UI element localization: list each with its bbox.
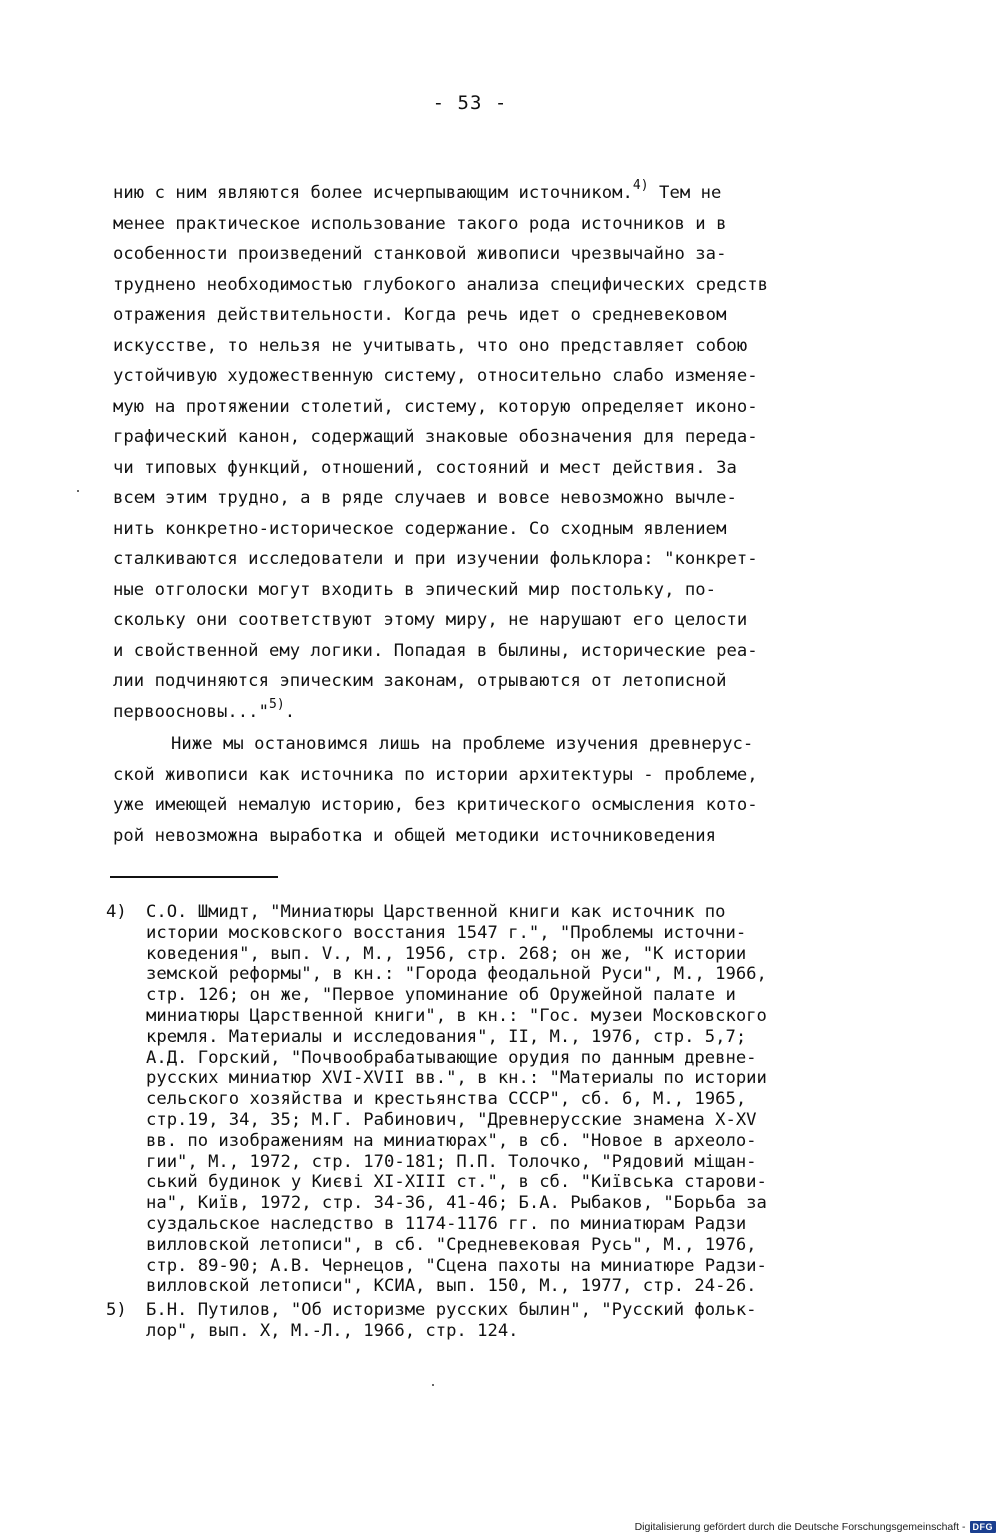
text-line-content: нию с ним являются более исчерпывающим источником. xyxy=(113,183,633,203)
text-line xyxy=(113,270,893,301)
text-line-content: чи типовых функций, отношений, состояний и мест действия. За xyxy=(113,457,737,478)
text-line: ской живописи как источника по истории архитектуры - проблеме, xyxy=(113,764,758,785)
footnote-line: коведения", вып. V., М., 1956, стр. 268; он же, "К истории xyxy=(146,943,747,964)
text-line xyxy=(113,239,893,270)
footnote-line: вилловской летописи", КСИА, вып. 150, М., 1977, стр. 24-26. xyxy=(146,1276,757,1297)
footnote-line: вилловской летописи", в сб. "Средневековая Русь", М., 1976, xyxy=(146,1234,757,1255)
footnote-line: А.Д. Горский, "Почвообрабатывающие орудия по данным древне- xyxy=(146,1047,757,1068)
footnote-reference: 4) xyxy=(632,178,649,193)
digitization-credit xyxy=(635,1521,996,1533)
text-line xyxy=(113,300,893,331)
footnote-number: 4) xyxy=(106,902,127,922)
text-line-content: лии подчиняются эпическим законам, отрываются от летописной xyxy=(113,671,727,691)
footnote-line: вв. по изображениям на миниатюрах", в сб. "Новое в археоло- xyxy=(146,1130,757,1151)
text-line-content: особенности произведений станковой живописи чрезвычайно за- xyxy=(113,244,727,264)
footnote-line: стр. 126; он же, "Первое упоминание об Оружейной палате и xyxy=(146,985,736,1006)
text-line: Ниже мы остановимся лишь на проблеме изучения древнерус- xyxy=(171,734,754,754)
text-line-tail: . xyxy=(284,701,296,722)
text-line-content: и свойственной ему логики. Попадая в былины, исторические реа- xyxy=(113,640,758,661)
text-line-content: нить конкретно-историческое содержание. Со сходным явлением xyxy=(113,518,727,539)
page-number: - 53 - xyxy=(432,92,508,114)
footnote-reference: 5) xyxy=(268,696,285,712)
text-line-tail: Тем не xyxy=(648,183,722,203)
text-line xyxy=(113,514,893,545)
footnote-line: суздальское наследство в 1174-1176 гг. по миниатюрам Радзи xyxy=(146,1213,747,1234)
footnote-line: земской реформы", в кн.: "Города феодальной Руси", М., 1966, xyxy=(146,964,767,985)
text-line xyxy=(113,422,893,453)
footnote xyxy=(106,1300,886,1342)
text-line-content: труднено необходимостью глубокого анализа специфических средств xyxy=(113,274,769,295)
text-line-content: искусстве, то нельзя не учитывать, что оно представляет собою xyxy=(113,335,748,356)
text-line xyxy=(113,331,893,362)
text-line xyxy=(113,209,893,240)
text-line-content: первоосновы..." xyxy=(113,701,269,722)
main-text xyxy=(113,178,893,851)
text-line-content: сталкиваются исследователи и при изучении фольклора: "конкрет- xyxy=(113,549,758,569)
text-line xyxy=(113,636,893,667)
text-line-content: ные отголоски могут входить в эпический мир постольку, по- xyxy=(113,579,717,600)
text-line xyxy=(113,575,893,606)
dfg-logo: DFG xyxy=(970,1521,997,1533)
footnote-line: стр.19, 34, 35; М.Г. Рабинович, "Древнерусские знамена X-XV xyxy=(146,1109,757,1130)
text-line-content: графический канон, содержащий знаковые обозначения для переда- xyxy=(113,427,758,447)
text-line xyxy=(113,544,893,575)
footnote-line: русских миниатюр XVI-XVII вв.", в кн.: "Материалы по истории xyxy=(146,1068,767,1089)
paragraph-2 xyxy=(113,729,893,851)
credit-text: Digitalisierung gefördert durch die Deutsche Forschungsgemeinschaft - xyxy=(634,1521,966,1533)
footnote-line: кремля. Материалы и исследования", II, М., 1976, стр. 5,7; xyxy=(146,1026,747,1047)
text-line xyxy=(113,605,893,636)
footnote-line: лор", вып. X, М.-Л., 1966, стр. 124. xyxy=(146,1320,519,1341)
paragraph-1 xyxy=(113,178,893,727)
footnote-line: ський будинок у Києві XI-XIII ст.", в сб. "Київська старови- xyxy=(146,1172,767,1193)
text-line xyxy=(113,697,893,728)
footnote-line: гии", М., 1972, стр. 170-181; П.П. Толочко, "Рядовий міщан- xyxy=(146,1151,757,1172)
text-line-content: всем этим трудно, а в ряде случаев и вовсе невозможно вычле- xyxy=(113,488,737,508)
scan-speck xyxy=(77,490,79,492)
footnote-line: сельского хозяйства и крестьянства СССР", сб. 6, М., 1965, xyxy=(146,1089,747,1110)
text-line-content: устойчивую художественную систему, относительно слабо изменяе- xyxy=(113,366,758,386)
footnote-text xyxy=(146,1300,757,1342)
footnote-line: миниатюры Царственной книги", в кн.: "Гос. музеи Московского xyxy=(146,1005,767,1026)
text-line-content: менее практическое использование такого рода источников и в xyxy=(113,213,727,234)
text-line xyxy=(113,361,893,392)
footnote xyxy=(106,902,886,1297)
footnote-line: истории московского восстания 1547 г.", "Проблемы источни- xyxy=(146,922,747,943)
footnote-text xyxy=(146,902,767,1297)
footnote-line: на", Київ, 1972, стр. 34-36, 41-46; Б.А. Рыбаков, "Борьба за xyxy=(146,1193,767,1214)
text-line-content: мую на протяжении столетий, систему, которую определяет иконо- xyxy=(113,396,758,417)
text-line-content: скольку они соответствуют этому миру, не нарушают его целости xyxy=(113,610,748,630)
footnote-line: С.О. Шмидт, "Миниатюры Царственной книги как источник по xyxy=(146,902,726,922)
text-line: рой невозможна выработка и общей методики источниковедения xyxy=(113,825,717,846)
footnote-line: стр. 89-90; А.В. Чернецов, "Сцена пахоты на миниатюре Радзи- xyxy=(146,1255,767,1276)
footnote-number: 5) xyxy=(106,1300,127,1321)
scan-speck xyxy=(432,1384,434,1386)
text-line xyxy=(113,453,893,484)
text-line xyxy=(113,178,893,209)
text-line xyxy=(113,392,893,423)
text-line-content: отражения действительности. Когда речь идет о средневековом xyxy=(113,305,727,325)
footnote-line: Б.Н. Путилов, "Об историзме русских былин", "Русский фольк- xyxy=(146,1300,757,1321)
footnotes xyxy=(106,902,886,1342)
footnote-separator xyxy=(110,876,278,878)
text-line xyxy=(113,666,893,697)
text-line: уже имеющей немалую историю, без критического осмысления кото- xyxy=(113,795,758,815)
text-line xyxy=(113,483,893,514)
